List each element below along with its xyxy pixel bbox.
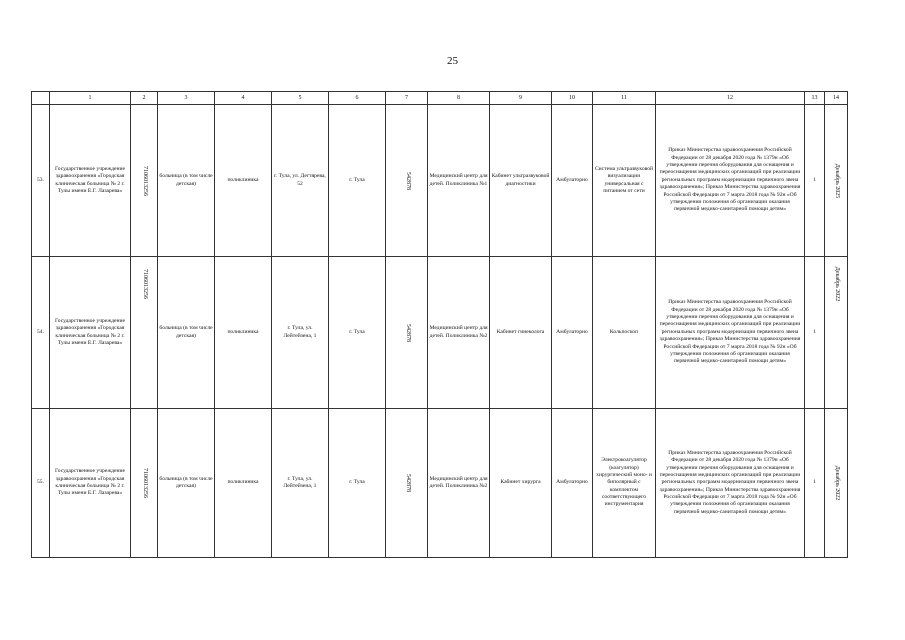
delivery-date: Декабрь 2022 [833, 266, 840, 302]
header-cell: 10 [552, 92, 593, 105]
delivery-date: Декабрь 2025 [833, 163, 840, 198]
header-cell: 7 [386, 92, 428, 105]
subdivision: Медицинский центр для детей. Поликлиника №1 [428, 105, 490, 257]
header-cell: 13 [805, 92, 825, 105]
equipment-name: Электрокоагулятор (коагулятор) хирургический моно- и биполярный с комплектом соответствующего инструментария [593, 409, 656, 558]
header-cell: 4 [215, 92, 272, 105]
oktmo-code: 542878 [404, 323, 411, 342]
table-row [32, 409, 848, 558]
page-number: 25 [447, 55, 458, 67]
inn-cell [131, 105, 158, 257]
organization-name: Государственное учреждение здравоохранения «Городская клиническая больница № 2 г. Тулы имени Е.Г. Лазарева» [50, 105, 131, 257]
oktmo-cell [386, 409, 428, 558]
care-regime: поликлиника [215, 409, 272, 558]
delivery-date-cell [825, 105, 848, 257]
quantity: 1 [805, 105, 825, 257]
care-regime: поликлиника [215, 257, 272, 409]
equipment-name: Кольпоскоп [593, 257, 656, 409]
header-cell: 3 [158, 92, 215, 105]
organization-name: Государственное учреждение здравоохранения «Городская клиническая больница № 2 г. Тулы имени Е.Г. Лазарева» [50, 409, 131, 558]
inn-cell [131, 409, 158, 558]
address: г. Тула, ул. Дегтярева, 52 [272, 105, 329, 257]
table-row [32, 257, 848, 409]
row-number: 54. [32, 257, 50, 409]
care-conditions: Амбулаторно [552, 257, 593, 409]
header-cell: 11 [593, 92, 656, 105]
subdivision: Медицинский центр для детей. Поликлиника №2 [428, 257, 490, 409]
header-cell: 6 [329, 92, 386, 105]
header-cell: 2 [131, 92, 158, 105]
oktmo-cell [386, 257, 428, 409]
inn-code: 7106013256 [141, 269, 148, 300]
header-cell: 9 [490, 92, 552, 105]
inn-code: 7106013256 [141, 468, 148, 498]
address: г. Тула, ул. Лейтейзена, 1 [272, 257, 329, 409]
legal-basis: Приказ Министерства здравоохранения Российской Федерации от 28 декабря 2020 года № 1379н «Об утверждении перечня оборудования для оснащения и переоснащения медицинских организаций при реализации региональных программ модернизации первичного звена здравоохранения»; Приказ Министерства здравоохранения Российской Федерации от 7 марта 2018 года № 92н «Об утверждении положения об организации оказания первичной медико-санитарной помощи детям» [656, 105, 805, 257]
care-conditions: Амбулаторно [552, 105, 593, 257]
legal-basis: Приказ Министерства здравоохранения Российской Федерации от 28 декабря 2020 года № 1379н «Об утверждении перечня оборудования для оснащения и переоснащения медицинских организаций при реализации региональных программ модернизации первичного звена здравоохранения»; Приказ Министерства здравоохранения Российской Федерации от 7 марта 2018 года № 92н «Об утверждении положения об организации оказания первичной медико-санитарной помощи детям» [656, 409, 805, 558]
delivery-date-cell [825, 257, 848, 409]
inn-code: 7106013256 [141, 165, 148, 196]
equipment-name: Система ультразвуковой визуализации универсальная с питанием от сети [593, 105, 656, 257]
column-number-row [32, 92, 848, 105]
header-cell: 1 [50, 92, 131, 105]
city: г. Тула [329, 409, 386, 558]
table-row [32, 105, 848, 257]
city: г. Тула [329, 105, 386, 257]
subdivision: Медицинский центр для детей. Поликлиника №2 [428, 409, 490, 558]
cabinet: Кабинет ультразвуковой диагностики [490, 105, 552, 257]
header-cell: 5 [272, 92, 329, 105]
oktmo-code: 542878 [404, 171, 411, 190]
care-conditions: Амбулаторно [552, 409, 593, 558]
care-regime: поликлиника [215, 105, 272, 257]
header-cell [32, 92, 50, 105]
delivery-date-cell [825, 409, 848, 558]
header-cell: 14 [825, 92, 848, 105]
oktmo-cell [386, 105, 428, 257]
quantity: 1 [805, 257, 825, 409]
facility-type: больница (в том числе детская) [158, 409, 215, 558]
legal-basis: Приказ Министерства здравоохранения Российской Федерации от 28 декабря 2020 года № 1379н «Об утверждении перечня оборудования для оснащения и переоснащения медицинских организаций при реализации региональных программ модернизации первичного звена здравоохранения»; Приказ Министерства здравоохранения Российской Федерации от 7 марта 2018 года № 92н «Об утверждении положения об организации оказания первичной медико-санитарной помощи детям» [656, 257, 805, 409]
equipment-table [31, 91, 848, 558]
row-number: 53. [32, 105, 50, 257]
inn-cell [131, 257, 158, 409]
delivery-date: Декабрь 2022 [833, 465, 840, 501]
header-cell: 8 [428, 92, 490, 105]
cabinet: Кабинет гинеколога [490, 257, 552, 409]
oktmo-code: 542878 [404, 474, 411, 492]
address: г. Тула, ул. Лейтейзена, 1 [272, 409, 329, 558]
quantity: 1 [805, 409, 825, 558]
row-number: 55. [32, 409, 50, 558]
header-cell: 12 [656, 92, 805, 105]
facility-type: больница (в том числе детская) [158, 257, 215, 409]
facility-type: больница (в том числе детская) [158, 105, 215, 257]
cabinet: Кабинет хирурга [490, 409, 552, 558]
organization-name: Государственное учреждение здравоохранения «Городская клиническая больница № 2 г. Тулы имени Е.Г. Лазарева» [50, 257, 131, 409]
city: г. Тула [329, 257, 386, 409]
